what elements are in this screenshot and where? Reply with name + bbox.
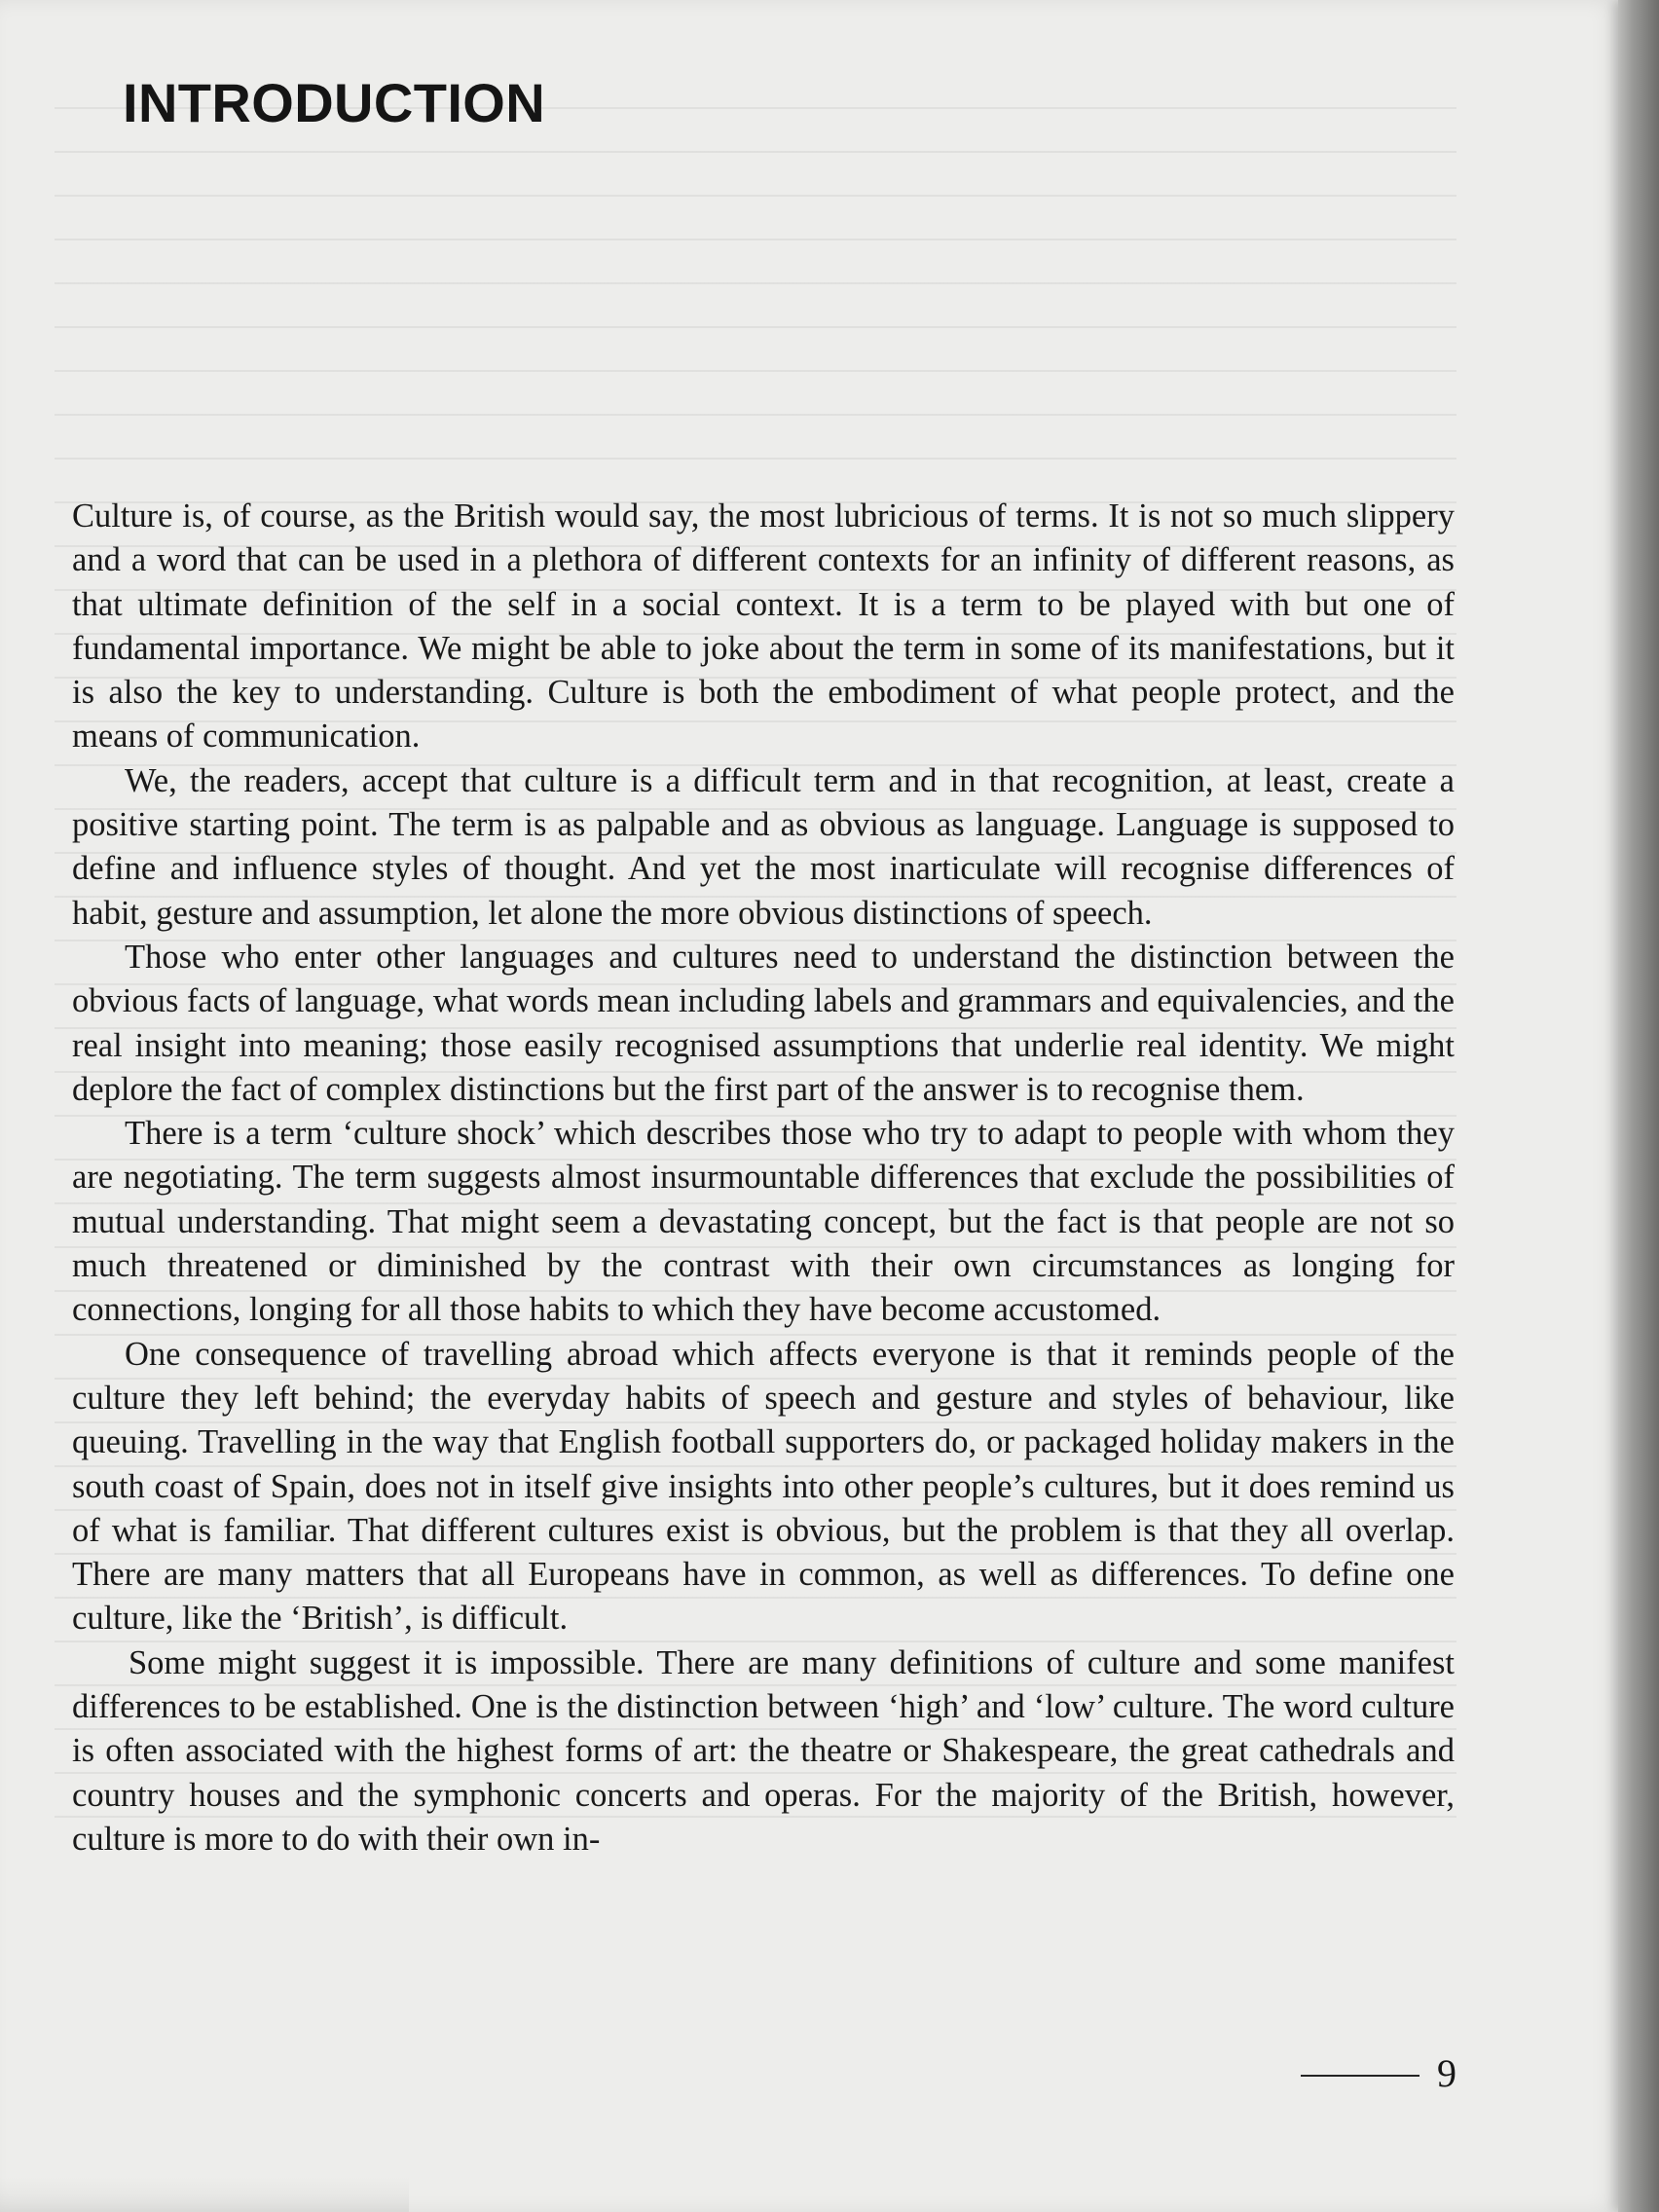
body-paragraph-6: Some might suggest it is impossible. There are many definitions of culture and some manifest differences to be established. One is the distinction between ‘high’ and ‘low’ culture. The word culture is often associated with the highest forms of art: the theatre or Shakespeare, the great cathedrals and country houses and the symphonic concerts and operas. For the majority of the British, however, culture is more to do with their own in- bbox=[72, 1643, 1455, 1858]
body-paragraph-4: There is a term ‘culture shock’ which describes those who try to adapt to people with whom they are negotiating. The term suggests almost insurmountable differences that exclude the possibilities of mutual understanding. That might seem a devastating concept, but the fact is that people are not so much threatened or diminished by the contrast with their own circumstances as longing for connections, longing for all those habits to which they have become accustomed. bbox=[72, 1115, 1455, 1329]
book-spine-edge bbox=[1618, 0, 1659, 2212]
body-paragraph-5: One consequence of travelling abroad which affects everyone is that it reminds people of the culture they left behind; the everyday habits of speech and gesture and styles of behaviour, like queuing. Travelling in the way that English football supporters do, or packaged holiday makers in the south coast of Spain, does not in itself give insights into other people’s cultures, but it does remind us of what is familiar. That different cultures exist is obvious, but the problem is that they all overlap. There are many matters that all Europeans have in common, as well as differences. To define one culture, like the ‘British’, is difficult. bbox=[72, 1335, 1455, 1638]
page-title: INTRODUCTION bbox=[123, 72, 546, 133]
body-paragraph-1: Culture is, of course, as the British would say, the most lubricious of terms. It is not so much slippery and a word that can be used in a plethora of different contexts for an infinity of different reasons, as that ultimate definition of the self in a social context. It is a term to be played with but one of fundamental importance. We might be able to joke about the term in some of its manifestations, but it is also the key to understanding. Culture is both the embodiment of what people protect, and the means of communication. bbox=[72, 498, 1455, 756]
body-paragraph-2: We, the readers, accept that culture is a difficult term and in that recognition, at least, create a positive starting point. The term is as palpable and as obvious as language. Language is supposed to define and influence styles of thought. And yet the most inarticulate will recognise differences of habit, gesture and assumption, let alone the more obvious distinctions of speech. bbox=[72, 761, 1455, 932]
introduction-body bbox=[72, 495, 1455, 1862]
footer-rule bbox=[1301, 2075, 1419, 2077]
page-number: 9 bbox=[1437, 2051, 1456, 2095]
body-paragraph-3: Those who enter other languages and cultures need to understand the distinction between the obvious facts of language, what words mean including labels and grammars and equivalencies, and the real insight into meaning; those easily recognised assumptions that underlie real identity. We might deplore the fact of complex distinctions but the first part of the answer is to recognise them. bbox=[72, 938, 1455, 1108]
page-bottom-shadow bbox=[0, 2177, 409, 2212]
